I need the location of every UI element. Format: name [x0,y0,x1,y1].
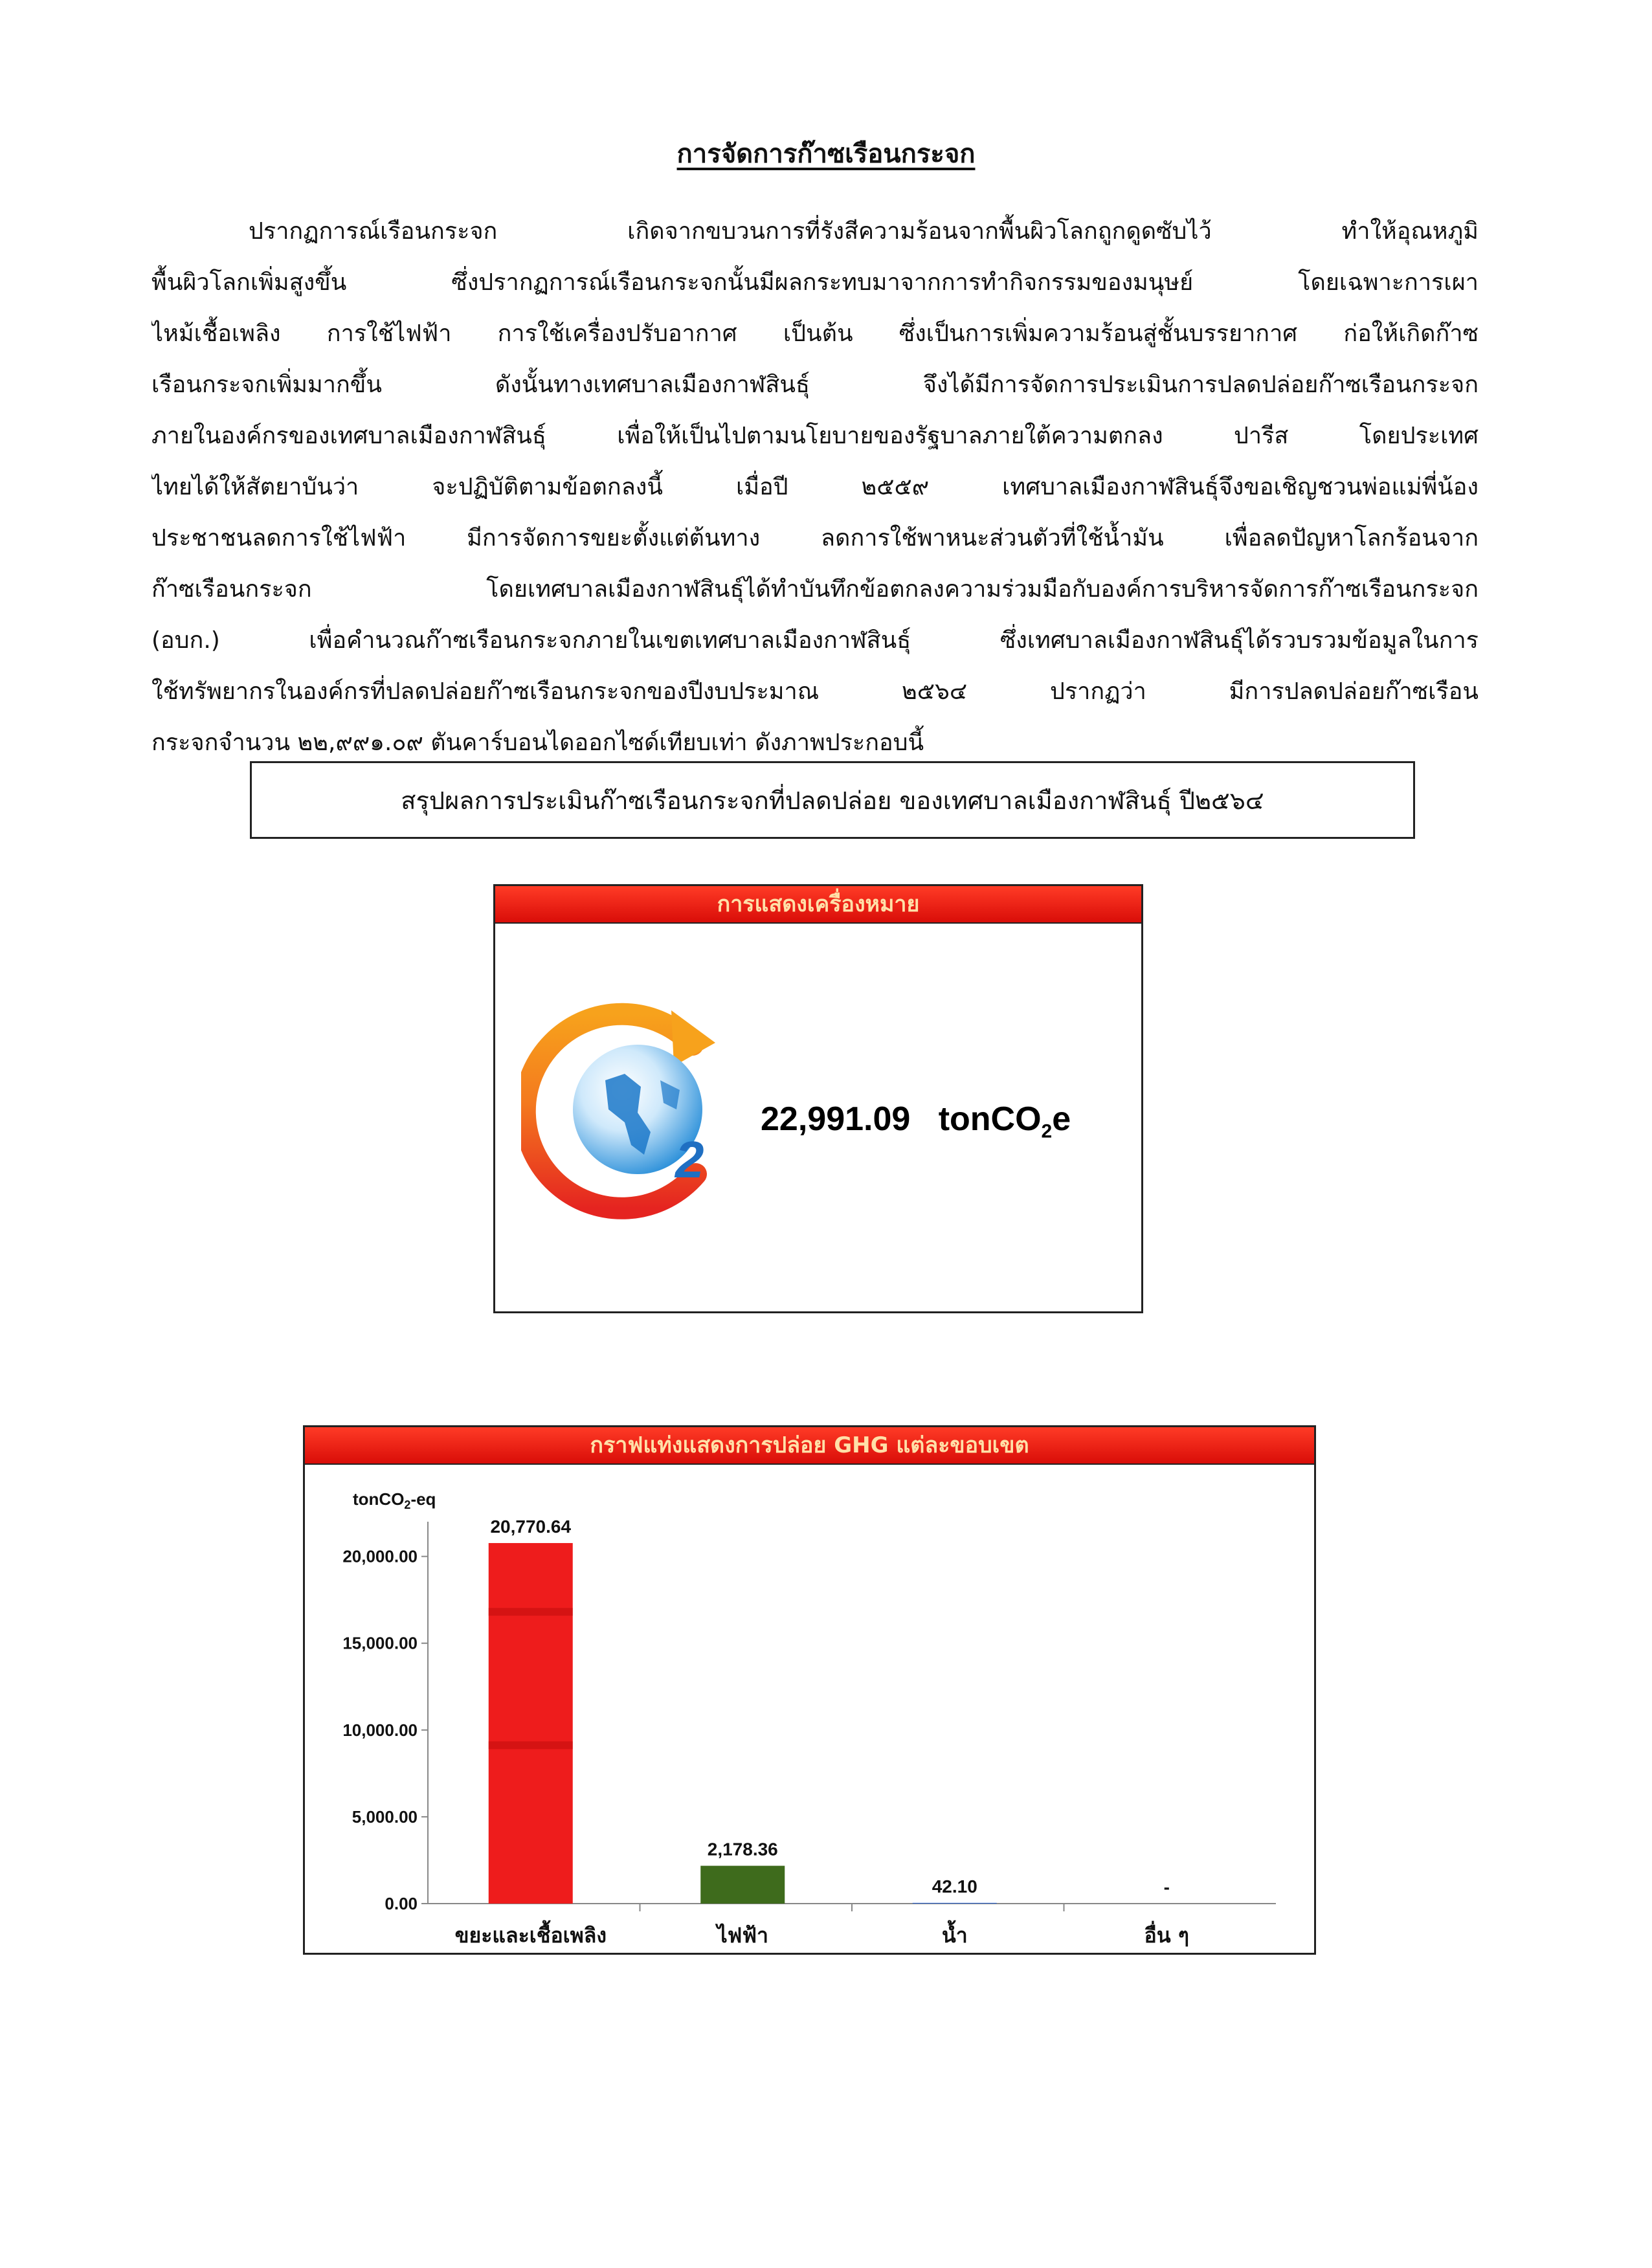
y-tick-label: 20,000.00 [342,1546,418,1566]
category-label: ขยะและเชื้อเพลิง [454,1923,607,1948]
bar [489,1543,573,1904]
category-label: ไฟฟ้า [717,1923,768,1948]
logo-panel [493,884,1143,1313]
data-label: - [1163,1877,1170,1897]
paragraph-line: กระจกจำนวน ๒๒,๙๙๑.๐๙ ตันคาร์บอนไดออกไซด์เทียบเท่า ดังภาพประกอบนี้ [151,729,924,756]
category-label: อื่น ๆ [1144,1923,1189,1948]
intro-paragraph [151,206,1479,768]
paragraph-line: ไหม้เชื้อเพลิง การใช้ไฟฟ้า การใช้เครื่องปรับอากาศ เป็นต้น ซึ่งเป็นการเพิ่มความร้อนสู่ชั้นบรรยากาศ ก่อให้เกิดก๊าซ [151,320,1479,347]
category-label: น้ำ [941,1923,968,1948]
data-label: 2,178.36 [707,1839,778,1860]
bar [913,1903,997,1904]
data-label: 20,770.64 [490,1516,572,1537]
total-emission-value [761,1100,1071,1142]
bar-band [489,1741,573,1749]
summary-box [250,761,1415,839]
y-tick-label: 15,000.00 [342,1633,418,1653]
paragraph-line: ไทยได้ให้สัตยาบันว่า จะปฏิบัติตามข้อตกลงนี้ เมื่อปี ๒๕๕๙ เทศบาลเมืองกาฬสินธุ์จึงขอเชิญชวนพ่อแม่พี่น้อง [151,474,1479,500]
paragraph-line: ปรากฏการณ์เรือนกระจก เกิดจากขบวนการที่รังสีความร้อนจากพื้นผิวโลกถูกดูดซับไว้ ทำให้อุณหภูมิ [249,218,1479,245]
bar [700,1866,785,1904]
y-tick-label: 0.00 [385,1894,418,1913]
paragraph-line: ก๊าซเรือนกระจก โดยเทศบาลเมืองกาฬสินธุ์ได้ทำบันทึกข้อตกลงความร่วมมือกับองค์การบริหารจัดการก๊าซเรือนกระจก [151,576,1479,603]
paragraph-line: เรือนกระจกเพิ่มมากขึ้น ดังนั้นทางเทศบาลเมืองกาฬสินธุ์ จึงได้มีการจัดการประเมินการปลดปล่อยก๊าซเรือนกระจก [151,372,1479,398]
total-unit-sub: 2 [1041,1120,1053,1142]
chart-panel [303,1425,1316,1955]
document-title: การจัดการก๊าซเรือนกระจก [676,139,976,169]
y-axis-label: tonCO$_2$-eq [353,1489,436,1511]
paragraph-line: พื้นผิวโลกเพิ่มสูงขึ้น ซึ่งปรากฏการณ์เรือนกระจกนั้นมีผลกระทบมาจากการทำกิจกรรมของมนุษย์ โดยเฉพาะการเผา [151,269,1479,296]
total-unit-suffix: e [1052,1100,1071,1138]
total-number: 22,991.09 [761,1100,911,1138]
y-tick-label: 5,000.00 [352,1807,418,1827]
paragraph-line: ประชาชนลดการใช้ไฟฟ้า มีการจัดการขยะตั้งแต่ต้นทาง ลดการใช้พาหนะส่วนตัวที่ใช้น้ำมัน เพื่อลดปัญหาโลกร้อนจาก [151,525,1479,551]
bar-band [489,1608,573,1616]
paragraph-line: (อบก.) เพื่อคำนวณก๊าซเรือนกระจกภายในเขตเทศบาลเมืองกาฬสินธุ์ ซึ่งเทศบาลเมืองกาฬสินธุ์ได้รวบรวมข้อมูลในการ [151,627,1479,654]
ghg-bar-chart [305,1463,1314,1953]
summary-text: สรุปผลการประเมินก๊าซเรือนกระจกที่ปลดปล่อย ของเทศบาลเมืองกาฬสินธุ์ ปี๒๕๖๔ [401,786,1264,815]
paragraph-line: ภายในองค์กรของเทศบาลเมืองกาฬสินธุ์ เพื่อให้เป็นไปตามนโยบายของรัฐบาลภายใต้ความตกลง ปารีส โดยประเทศ [151,423,1479,449]
logo-panel-header: การแสดงเครื่องหมาย [495,886,1141,924]
co2-globe-logo-icon [521,983,741,1229]
data-label: 42.10 [932,1876,977,1896]
total-unit-prefix: tonCO [938,1100,1042,1138]
paragraph-line: ใช้ทรัพยากรในองค์กรที่ปลดปล่อยก๊าซเรือนกระจกของปีงบประมาณ ๒๕๖๔ ปรากฏว่า มีการปลดปล่อยก๊าซเรือน [151,678,1479,705]
chart-panel-header: กราฟแท่งแสดงการปล่อย GHG แต่ละขอบเขต [305,1427,1314,1465]
y-tick-label: 10,000.00 [342,1720,418,1740]
logo-digit: 2 [675,1131,704,1188]
